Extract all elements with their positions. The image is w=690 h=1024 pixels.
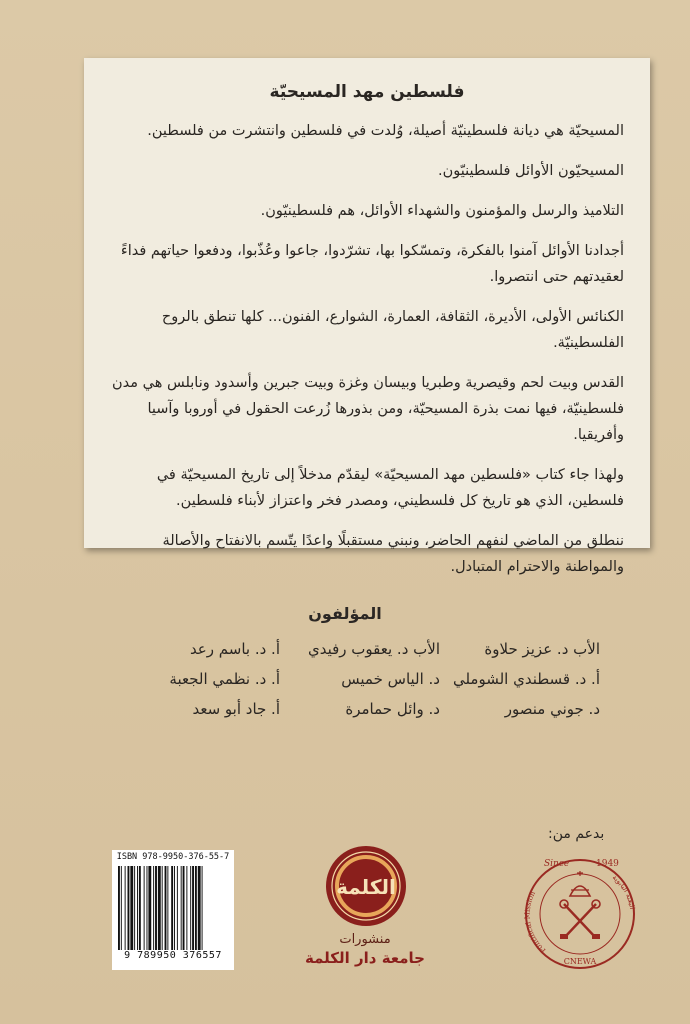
panel-title: فلسطين مهد المسيحيّة xyxy=(269,82,465,102)
barcode-bar xyxy=(147,866,148,950)
isbn-digits: 9 789950 376557 xyxy=(124,950,222,961)
isbn-label: ISBN 978-9950-376-55-7 xyxy=(116,852,230,862)
authors-row xyxy=(120,670,600,700)
barcode-bar xyxy=(153,866,154,950)
barcode-bar xyxy=(118,866,120,950)
authors-row xyxy=(120,700,600,730)
authors-heading: المؤلفون xyxy=(308,604,382,623)
barcode-bar xyxy=(192,866,194,950)
support-label: بدعم من: xyxy=(548,826,605,842)
publisher-line1: منشورات xyxy=(339,932,391,947)
author-name: د. جوني منصور xyxy=(504,700,600,718)
seal-year: 1949 xyxy=(596,859,619,869)
barcode-bar xyxy=(195,866,197,950)
author-name: د. وائل حمامرة xyxy=(345,700,440,718)
barcode-bar xyxy=(148,866,151,950)
barcode-bar xyxy=(121,866,122,950)
barcode-bar xyxy=(139,866,141,950)
barcode-bar xyxy=(167,866,168,950)
paragraph-1: المسيحيّة هي ديانة فلسطينيّة أصيلة، وُلدت في فلسطين وانتشرت من فلسطين. xyxy=(147,122,624,139)
barcode-bar xyxy=(128,866,130,950)
cnewa-seal-icon xyxy=(518,850,642,974)
paragraph-3: التلاميذ والرسل والمؤمنون والشهداء الأوائل، هم فلسطينيّون. xyxy=(260,202,624,219)
publisher-name xyxy=(290,932,440,968)
barcode-bar xyxy=(162,866,163,950)
barcode-bar xyxy=(155,866,157,950)
author-name: أ. د. نظمي الجعبة xyxy=(169,670,280,688)
back-cover-text-panel xyxy=(84,58,650,575)
paragraph-6: القدس وبيت لحم وقيصرية وطبريا وبيسان وغزة وبيت جبرين وأسدود ونابلس هي مدن فلسطينيّة، فيها نمت بذرة المسيحيّة، ومن بذورها زُرعت الحقول في أوروبا وآسيا وأفريقيا. xyxy=(112,374,624,443)
author-name: أ. جاد أبو سعد xyxy=(192,700,280,718)
barcode-bar xyxy=(202,866,203,950)
author-name: أ. د. قسطندي الشوملي xyxy=(452,670,600,688)
barcode-bar xyxy=(183,866,185,950)
barcode-bar xyxy=(177,866,178,950)
seal-right-text: البعثة البابوية xyxy=(610,873,637,910)
dar-al-kalima-logo-icon xyxy=(324,844,408,928)
barcode-bar xyxy=(181,866,182,950)
seal-left-text: Pontifical Mission xyxy=(523,889,548,955)
barcode-bar xyxy=(186,866,187,950)
seal-since: Since xyxy=(544,859,570,869)
barcode-bar xyxy=(165,866,167,950)
seal-bottom-text: CNEWA xyxy=(563,957,597,966)
logo-text: الكلمة xyxy=(336,875,396,899)
author-name: الأب د. عزيز حلاوة xyxy=(484,640,600,658)
barcode-bar xyxy=(137,866,138,950)
barcode-bar xyxy=(174,866,175,950)
barcode-bar xyxy=(158,866,161,950)
barcode-bar xyxy=(171,866,173,950)
svg-text:البعثة البابوية xyxy=(611,873,636,910)
paragraph-2: المسيحيّون الأوائل فلسطينيّون. xyxy=(437,162,624,179)
authors-row xyxy=(120,640,600,670)
barcode-bar xyxy=(125,866,126,950)
author-name: د. الياس خميس xyxy=(341,670,440,688)
barcode-bar xyxy=(190,866,191,950)
isbn-barcode-box xyxy=(112,850,234,970)
barcode-bar xyxy=(130,866,133,950)
author-name: أ. د. باسم رعد xyxy=(189,640,280,658)
barcode-bar xyxy=(198,866,201,950)
paragraph-8: ننطلق من الماضي لنفهم الحاضر، ونبني مستقبلًا واعدًا يتّسم بالانفتاح والأصالة والمواطنة والاحترام المتبادل. xyxy=(162,532,624,575)
publisher-line2: جامعة دار الكلمة xyxy=(305,949,425,967)
paragraph-5: الكنائس الأولى، الأديرة، الثقافة، العمارة، الشوارع، الفنون... كلها تنطق بالروح الفلسطينيّة. xyxy=(161,308,624,351)
paragraph-4: أجدادنا الأوائل آمنوا بالفكرة، وتمسّكوا بها، تشرّدوا، جاعوا وعُذّبوا، ودفعوا حياتهم فداءً لعقيدتهم حتى انتصروا. xyxy=(120,242,624,285)
author-name: الأب د. يعقوب رفيدي xyxy=(307,640,440,658)
paragraph-7: ولهذا جاء كتاب «فلسطين مهد المسيحيّة» ليقدّم مدخلاً إلى تاريخ المسيحيّة في فلسطين، الذي هو تاريخ كل فلسطيني، ومصدر فخر واعتزاز لأبناء فلسطين. xyxy=(156,466,624,509)
barcode-bar xyxy=(134,866,135,950)
barcode-icon xyxy=(116,866,230,952)
barcode-bar xyxy=(144,866,145,950)
authors-list xyxy=(120,640,600,730)
